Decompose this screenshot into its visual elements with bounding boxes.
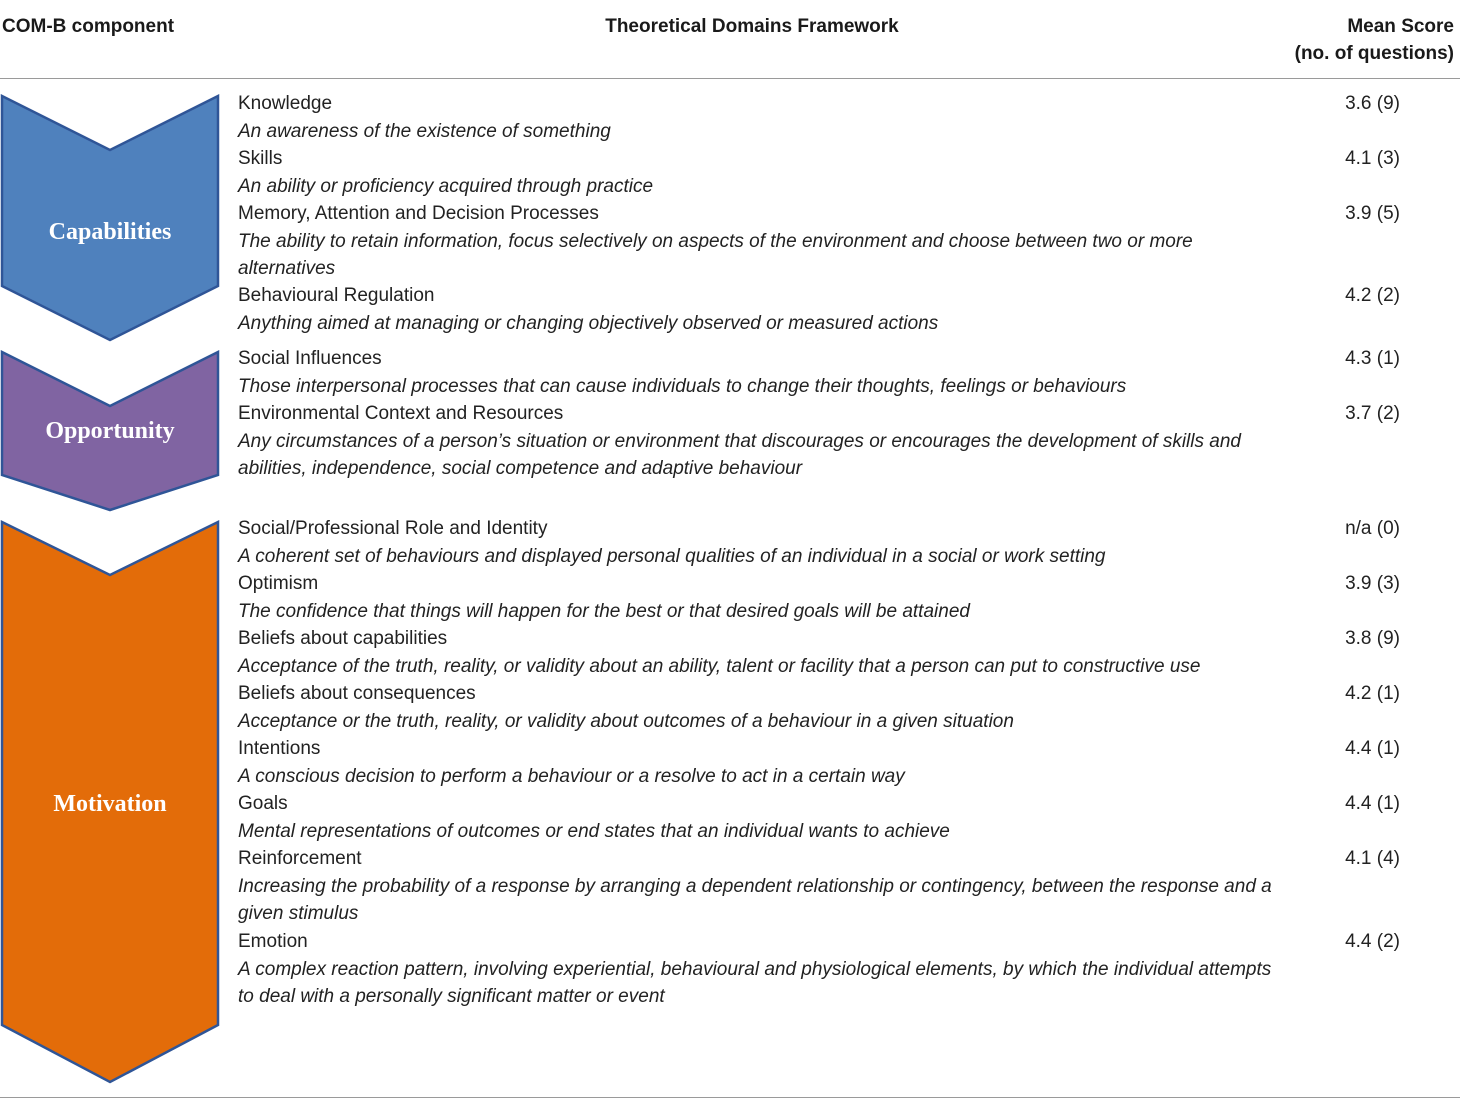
domain-description: Those interpersonal processes that can cause individuals to change their thoughts, feelings or behaviours — [238, 375, 1127, 397]
domain-emotion — [238, 928, 1278, 1011]
score-behavioural-regulation: 4.2 (2) — [1345, 285, 1400, 306]
header-score-line2: (no. of questions) — [1294, 43, 1454, 64]
header-comb: COM-B component — [2, 16, 175, 37]
domain-description: An awareness of the existence of something — [238, 120, 611, 142]
domain-description: Acceptance or the truth, reality, or validity about outcomes of a behaviour in a given situation — [238, 710, 1014, 732]
domain-name: Environmental Context and Resources — [238, 403, 564, 424]
motivation-label: Motivation — [53, 791, 167, 817]
domain-name: Memory, Attention and Decision Processes — [238, 203, 599, 224]
domain-name: Behavioural Regulation — [238, 285, 435, 306]
domain-name: Knowledge — [238, 93, 333, 114]
domain-name: Beliefs about consequences — [238, 683, 476, 704]
domain-social-influences — [238, 345, 1278, 400]
domain-skills — [238, 145, 1278, 200]
score-environmental-context: 3.7 (2) — [1345, 403, 1400, 424]
domain-description: The ability to retain information, focus selectively on aspects of the environment and choose between two or more alternatives — [238, 230, 1193, 279]
domain-behavioural-regulation — [238, 282, 1278, 337]
score-emotion: 4.4 (2) — [1345, 931, 1400, 952]
score-skills: 4.1 (3) — [1345, 148, 1400, 169]
domain-intentions — [238, 735, 1278, 790]
domain-beliefs-capabilities — [238, 625, 1278, 680]
score-beliefs-consequences: 4.2 (1) — [1345, 683, 1400, 704]
domain-goals — [238, 790, 1278, 845]
capabilities-chevron-shape — [2, 96, 218, 340]
score-goals: 4.4 (1) — [1345, 793, 1400, 814]
domain-beliefs-consequences — [238, 680, 1278, 735]
header-score-line1: Mean Score — [1347, 16, 1454, 37]
score-intentions: 4.4 (1) — [1345, 738, 1400, 759]
domain-description: Acceptance of the truth, reality, or validity about an ability, talent or facility that a person can put to constructive use — [238, 655, 1201, 677]
domain-description: Any circumstances of a person’s situation or environment that discourages or encourages the development of skills and abilities, independence, social competence and adaptive behaviour — [238, 430, 1241, 479]
domain-optimism — [238, 570, 1278, 625]
domain-description: A complex reaction pattern, involving experiential, behavioural and physiological elements, by which the individual attempts to deal with a personally significant matter or event — [238, 958, 1272, 1007]
domain-knowledge — [238, 90, 1278, 145]
domain-name: Emotion — [238, 931, 308, 952]
domain-memory-attention — [238, 200, 1278, 283]
domain-description: Anything aimed at managing or changing objectively observed or measured actions — [238, 312, 939, 334]
score-memory-attention: 3.9 (5) — [1345, 203, 1400, 224]
score-social-influences: 4.3 (1) — [1345, 348, 1400, 369]
domain-name: Reinforcement — [238, 848, 362, 869]
header-rule — [0, 78, 1460, 79]
footer-rule — [0, 1097, 1460, 1098]
score-reinforcement: 4.1 (4) — [1345, 848, 1400, 869]
header-mean-score — [1295, 13, 1454, 67]
domain-name: Goals — [238, 793, 288, 814]
domain-description: The confidence that things will happen for the best or that desired goals will be attained — [238, 600, 970, 622]
domain-environmental-context — [238, 400, 1278, 483]
capabilities-label: Capabilities — [48, 219, 172, 245]
domain-name: Skills — [238, 148, 283, 169]
domain-description: Mental representations of outcomes or end states that an individual wants to achieve — [238, 820, 950, 842]
domain-reinforcement — [238, 845, 1278, 928]
header-tdf: Theoretical Domains Framework — [605, 16, 899, 37]
domain-name: Beliefs about capabilities — [238, 628, 448, 649]
score-beliefs-capabilities: 3.8 (9) — [1345, 628, 1400, 649]
score-optimism: 3.9 (3) — [1345, 573, 1400, 594]
opportunity-label: Opportunity — [45, 418, 175, 444]
domain-description: An ability or proficiency acquired through practice — [238, 175, 654, 197]
domain-name: Intentions — [238, 738, 321, 759]
domain-description: A conscious decision to perform a behaviour or a resolve to act in a certain way — [238, 765, 905, 787]
domain-name: Social/Professional Role and Identity — [238, 518, 548, 539]
domain-description: Increasing the probability of a response by arranging a dependent relationship or contingency, between the response and a given stimulus — [238, 875, 1272, 924]
domain-name: Social Influences — [238, 348, 382, 369]
domain-description: A coherent set of behaviours and displayed personal qualities of an individual in a social or work setting — [238, 545, 1106, 567]
domain-social-professional-role — [238, 515, 1278, 570]
domain-name: Optimism — [238, 573, 319, 594]
score-social-professional-role: n/a (0) — [1345, 518, 1400, 539]
score-knowledge: 3.6 (9) — [1345, 93, 1400, 114]
